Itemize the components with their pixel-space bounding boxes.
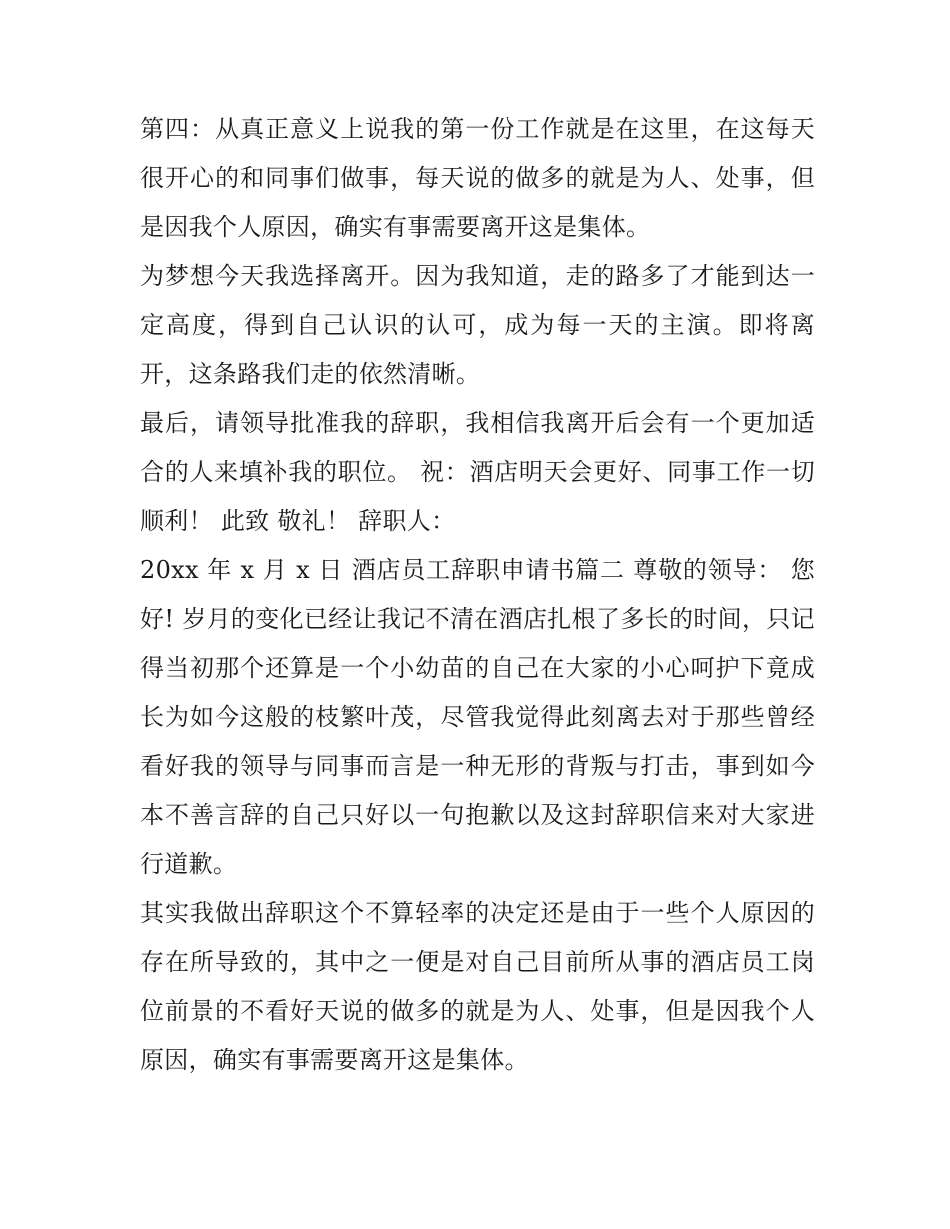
paragraph-3: 最后，请领导批准我的辞职，我相信我离开后会有一个更加适合的人来填补我的职位。 祝：酒店明天会更好、同事工作一切顺利！ 此致 敬礼！ 辞职人： [140,409,815,535]
paragraph-1: 第四：从真正意义上说我的第一份工作就是在这里，在这每天很开心的和同事们做事，每天说的做多的就是为人、处事，但是因我个人原因，确实有事需要离开这是集体。 [140,115,815,241]
document-body [140,105,815,1085]
paragraph-2: 为梦想今天我选择离开。因为我知道，走的路多了才能到达一定高度，得到自己认识的认可，成为每一天的主演。即将离开，这条路我们走的依然清晰。 [140,262,815,388]
paragraph-4: 20xx 年 x 月 x 日 酒店员工辞职申请书篇二 尊敬的领导： 您好! 岁月的变化已经让我记不清在酒店扎根了多长的时间，只记得当初那个还算是一个小幼苗的自己在大家的小心呵护下竟成长为如今这般的枝繁叶茂，尽管我觉得此刻离去对于那些曾经看好我的领导与同事而言是一种无形的背叛与打击，事到如今本不善言辞的自己只好以一句抱歉以及这封辞职信来对大家进行道歉。 [140,556,815,878]
paragraph-5: 其实我做出辞职这个不算轻率的决定还是由于一些个人原因的存在所导致的，其中之一便是对自己目前所从事的酒店员工岗位前景的不看好天说的做多的就是为人、处事，但是因我个人原因，确实有事需要离开这是集体。 [140,899,815,1074]
